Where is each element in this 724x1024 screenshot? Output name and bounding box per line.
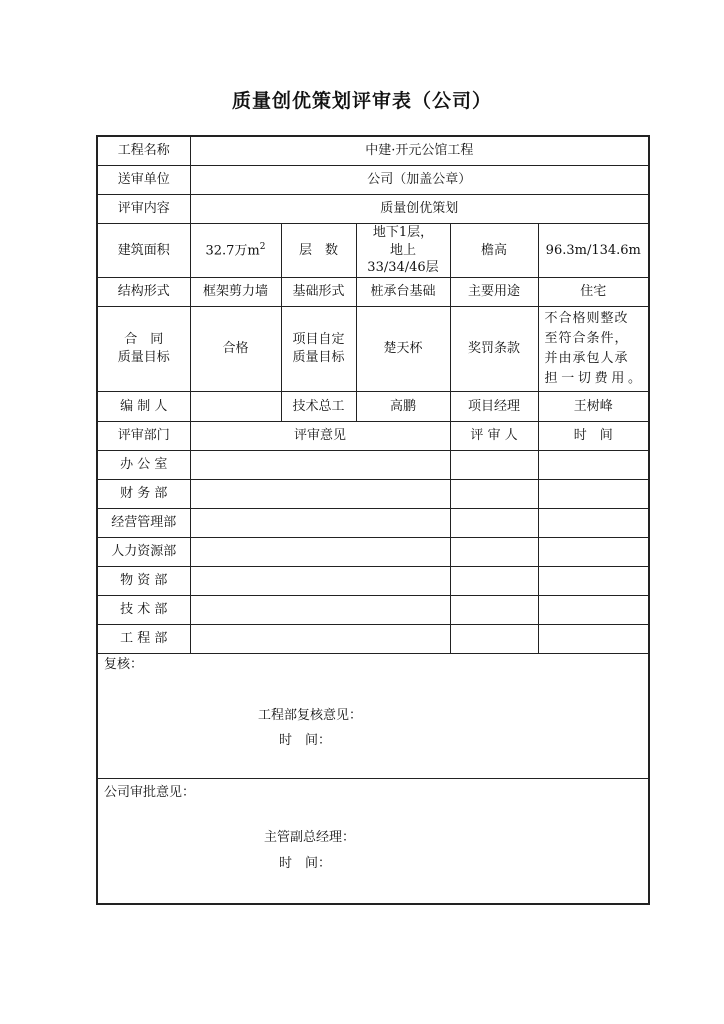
department-time-cell[interactable] [538, 538, 649, 567]
eave-value: 96.3m/134.6m [538, 224, 649, 278]
department-reviewer-cell[interactable] [450, 509, 538, 538]
department-row [97, 451, 649, 480]
recheck-time-label: 时 间： [279, 733, 332, 749]
review-content-value: 质量创优策划 [190, 195, 649, 224]
project-goal-value: 楚天杯 [356, 306, 450, 392]
department-reviewer-cell[interactable] [450, 567, 538, 596]
review-time-header: 时 间 [538, 422, 649, 451]
row-author [97, 392, 649, 422]
department-reviewer-cell[interactable] [450, 480, 538, 509]
tech-chief-label: 技术总工 [281, 392, 356, 422]
department-opinion-cell[interactable] [190, 480, 450, 509]
department-row [97, 596, 649, 625]
department-name: 人力资源部 [97, 538, 190, 567]
usage-value: 住宅 [538, 277, 649, 306]
structure-value: 框架剪力墙 [190, 277, 281, 306]
structure-label: 结构形式 [97, 277, 190, 306]
penalty-label: 奖罚条款 [450, 306, 538, 392]
department-time-cell[interactable] [538, 596, 649, 625]
department-row [97, 538, 649, 567]
floors-value [356, 224, 450, 278]
row-quality-goal [97, 306, 649, 392]
department-row [97, 509, 649, 538]
department-opinion-cell[interactable] [190, 567, 450, 596]
floors-line-1: 地下1层， [372, 225, 434, 240]
area-superscript: 2 [259, 241, 266, 252]
recheck-label: 复核： [104, 657, 144, 673]
department-row [97, 480, 649, 509]
review-form-table [96, 135, 650, 905]
review-opinion-header: 评审意见 [190, 422, 450, 451]
foundation-value: 桩承台基础 [356, 277, 450, 306]
contract-goal-label-line-1: 合 同 [124, 332, 164, 348]
pm-label: 项目经理 [450, 392, 538, 422]
author-label: 编 制 人 [97, 392, 190, 422]
department-reviewer-cell[interactable] [450, 538, 538, 567]
area-label: 建筑面积 [97, 224, 190, 278]
approval-row [97, 779, 649, 905]
department-opinion-cell[interactable] [190, 625, 450, 654]
recheck-cell[interactable] [97, 654, 649, 779]
department-name: 财 务 部 [97, 480, 190, 509]
review-dept-header: 评审部门 [97, 422, 190, 451]
reviewer-header: 评 审 人 [450, 422, 538, 451]
recheck-row [97, 654, 649, 779]
row-project-name [97, 136, 649, 166]
page-title: 质量创优策划评审表（公司） [231, 90, 492, 112]
submit-unit-value: 公司（加盖公章） [190, 166, 649, 195]
department-reviewer-cell[interactable] [450, 625, 538, 654]
department-opinion-cell[interactable] [190, 509, 450, 538]
project-goal-label-line-2: 质量目标 [292, 349, 345, 365]
pm-value: 王树峰 [538, 392, 649, 422]
department-row [97, 567, 649, 596]
contract-goal-label-line-2: 质量目标 [117, 349, 170, 365]
floors-line-2: 地上 [389, 242, 416, 258]
recheck-opinion-label: 工程部复核意见： [258, 708, 363, 724]
submit-unit-label: 送审单位 [97, 166, 190, 195]
department-time-cell[interactable] [538, 509, 649, 538]
department-time-cell[interactable] [538, 567, 649, 596]
department-opinion-cell[interactable] [190, 538, 450, 567]
manager-label: 主管副总经理： [264, 830, 356, 846]
approval-time-label: 时 间： [279, 856, 332, 872]
department-name: 工 程 部 [97, 625, 190, 654]
review-header-row [97, 422, 649, 451]
department-opinion-cell[interactable] [190, 451, 450, 480]
review-content-label: 评审内容 [97, 195, 190, 224]
department-reviewer-cell[interactable] [450, 596, 538, 625]
department-name: 技 术 部 [97, 596, 190, 625]
project-goal-label [281, 306, 356, 392]
penalty-value: 不合格则整改至符合条件，并由承包人承担一切费用。 [538, 306, 649, 392]
department-time-cell[interactable] [538, 625, 649, 654]
contract-goal-value: 合格 [190, 306, 281, 392]
floors-label: 层 数 [281, 224, 356, 278]
eave-label: 檐高 [450, 224, 538, 278]
department-opinion-cell[interactable] [190, 596, 450, 625]
project-name-value: 中建·开元公馆工程 [190, 136, 649, 166]
project-goal-label-line-1: 项目自定 [292, 332, 345, 348]
department-name: 经营管理部 [97, 509, 190, 538]
project-name-label: 工程名称 [97, 136, 190, 166]
department-name: 办 公 室 [97, 451, 190, 480]
department-row [97, 625, 649, 654]
row-area [97, 224, 649, 278]
tech-chief-value: 高鹏 [356, 392, 450, 422]
department-time-cell[interactable] [538, 451, 649, 480]
contract-goal-label [97, 306, 190, 392]
department-time-cell[interactable] [538, 480, 649, 509]
approval-label: 公司审批意见： [104, 785, 196, 801]
area-value [190, 224, 281, 278]
approval-cell[interactable] [97, 779, 649, 905]
row-submit-unit [97, 166, 649, 195]
foundation-label: 基础形式 [281, 277, 356, 306]
department-name: 物 资 部 [97, 567, 190, 596]
department-reviewer-cell[interactable] [450, 451, 538, 480]
floors-line-3: 33/34/46层 [367, 260, 439, 276]
usage-label: 主要用途 [450, 277, 538, 306]
area-number: 32.7万m [205, 243, 260, 259]
author-value [190, 392, 281, 422]
row-review-content [97, 195, 649, 224]
row-structure [97, 277, 649, 306]
